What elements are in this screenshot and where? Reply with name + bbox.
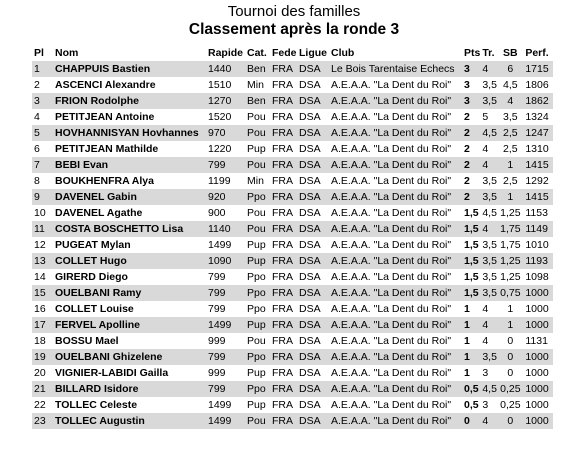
federation-cell: FRA [270,189,297,205]
performance-cell: 1247 [523,125,553,141]
league-cell: DSA [297,221,329,237]
table-row [32,349,553,365]
category-cell: Pup [245,237,270,253]
performance-cell: 1153 [523,205,553,221]
place-cell: 13 [32,253,53,269]
federation-cell: FRA [270,205,297,221]
points-cell: 2 [462,125,480,141]
place-cell: 4 [32,109,53,125]
points-cell: 3 [462,93,480,109]
standings-subtitle: Classement après la ronde 3 [188,21,400,38]
rapid-rating-cell: 1270 [206,93,245,109]
points-cell: 1,5 [464,287,479,299]
tiebreak-cell: 4 [480,157,497,173]
tiebreak-cell: 4 [480,221,497,237]
rapid-rating-cell: 970 [206,125,245,141]
federation-cell: FRA [270,61,297,77]
points-cell: 0,5 [464,383,479,395]
category-cell: Ppo [245,381,270,397]
tiebreak-cell: 3,5 [482,95,497,107]
tiebreak-cell: 3,5 [482,271,497,283]
rapid-rating-cell: 1499 [206,317,245,333]
performance-cell: 1010 [523,237,553,253]
tiebreak-cell: 3 [480,365,497,381]
sonneborn-berger-cell: 6 [497,61,523,77]
tiebreak-cell: 4 [480,141,497,157]
tiebreak-cell: 4 [480,333,497,349]
rapid-rating-cell: 1510 [206,77,245,93]
column-header-name: Nom [55,47,79,59]
sonneborn-berger-cell: 0,25 [497,381,523,397]
table-row [32,381,553,397]
federation-cell: FRA [270,269,297,285]
table-row [32,189,553,205]
rapid-rating-cell: 799 [206,349,245,365]
category-cell: Ppo [245,285,270,301]
federation-cell: FRA [270,317,297,333]
points-cell: 1 [462,349,480,365]
points-cell: 1 [462,333,480,349]
tiebreak-cell: 4,5 [482,207,497,219]
performance-cell: 1324 [523,109,553,125]
table-row [32,141,553,157]
category-cell: Ben [245,61,270,77]
sonneborn-berger-cell: 0 [497,349,523,365]
player-name-cell: BILLARD Isidore [53,381,206,397]
points-cell: 1 [462,301,480,317]
category-cell: Pou [245,109,270,125]
performance-cell: 1000 [523,365,553,381]
standings-table [32,46,553,429]
club-cell: A.E.A.A. "La Dent du Roi" [329,77,462,93]
federation-cell: FRA [270,157,297,173]
table-row [32,205,553,221]
points-cell: 3 [462,61,480,77]
rapid-rating-cell: 1220 [206,141,245,157]
points-cell: 2 [462,189,480,205]
points-cell: 1,5 [464,271,479,283]
federation-cell: FRA [270,349,297,365]
league-cell: DSA [297,157,329,173]
performance-cell: 1292 [523,173,553,189]
federation-cell: FRA [270,253,297,269]
category-cell: Ppo [245,349,270,365]
table-row [32,61,553,77]
place-cell: 22 [32,397,53,413]
tiebreak-cell: 4,5 [482,383,497,395]
performance-cell: 1000 [523,413,553,429]
league-cell: DSA [297,61,329,77]
league-cell: DSA [297,397,329,413]
table-row [32,365,553,381]
player-name-cell: PETITJEAN Antoine [53,109,206,125]
tiebreak-cell: 4 [480,301,497,317]
points-cell: 1,5 [464,223,479,235]
sonneborn-berger-cell: 1,25 [497,253,523,269]
club-cell: A.E.A.A. "La Dent du Roi" [329,381,462,397]
club-cell: Le Bois Tarentaise Echecs [329,61,462,77]
performance-cell: 1131 [523,333,553,349]
category-cell: Pou [245,333,270,349]
place-cell: 2 [32,77,53,93]
rapid-rating-cell: 1499 [206,237,245,253]
category-cell: Ppo [245,269,270,285]
league-cell: DSA [297,173,329,189]
club-cell: A.E.A.A. "La Dent du Roi" [329,237,462,253]
player-name-cell: ASCENCI Alexandre [53,77,206,93]
club-cell: A.E.A.A. "La Dent du Roi" [329,333,462,349]
tiebreak-cell: 4,5 [482,127,497,139]
tournament-title: Tournoi des familles [227,3,361,20]
sonneborn-berger-cell: 1,75 [497,237,523,253]
player-name-cell: GIRERD Diego [53,269,206,285]
club-cell: A.E.A.A. "La Dent du Roi" [329,157,462,173]
rapid-rating-cell: 799 [206,157,245,173]
federation-cell: FRA [270,125,297,141]
category-cell: Ben [245,93,270,109]
sonneborn-berger-cell: 0,75 [497,285,523,301]
club-cell: A.E.A.A. "La Dent du Roi" [329,221,462,237]
column-header-place: Pl [34,47,44,59]
league-cell: DSA [297,141,329,157]
player-name-cell: FRION Rodolphe [53,93,206,109]
category-cell: Ppo [245,189,270,205]
column-header-tiebreak: Tr. [482,47,495,59]
sonneborn-berger-cell: 1 [497,317,523,333]
category-cell: Pup [245,397,270,413]
table-row [32,237,553,253]
league-cell: DSA [297,301,329,317]
player-name-cell: BOUKHENFRA Alya [53,173,206,189]
place-cell: 1 [32,61,53,77]
sonneborn-berger-cell: 3,5 [497,109,523,125]
table-row [32,285,553,301]
league-cell: DSA [297,253,329,269]
sonneborn-berger-cell: 1,25 [497,269,523,285]
performance-cell: 1862 [523,93,553,109]
federation-cell: FRA [270,141,297,157]
points-cell: 1 [462,365,480,381]
league-cell: DSA [297,285,329,301]
place-cell: 20 [32,365,53,381]
performance-cell: 1000 [523,381,553,397]
league-cell: DSA [297,269,329,285]
performance-cell: 1000 [523,349,553,365]
sonneborn-berger-cell: 0 [497,365,523,381]
club-cell: A.E.A.A. "La Dent du Roi" [329,285,462,301]
federation-cell: FRA [270,221,297,237]
player-name-cell: COLLET Louise [53,301,206,317]
league-cell: DSA [297,413,329,429]
league-cell: DSA [297,333,329,349]
standings-body [32,61,553,429]
sonneborn-berger-cell: 2,5 [497,125,523,141]
rapid-rating-cell: 1440 [206,61,245,77]
column-header-federation: Fede [272,47,297,59]
table-row [32,77,553,93]
club-cell: A.E.A.A. "La Dent du Roi" [329,141,462,157]
place-cell: 16 [32,301,53,317]
club-cell: A.E.A.A. "La Dent du Roi" [329,173,462,189]
federation-cell: FRA [270,77,297,93]
rapid-rating-cell: 1090 [206,253,245,269]
rapid-rating-cell: 999 [206,333,245,349]
sonneborn-berger-cell: 2,5 [497,141,523,157]
performance-cell: 1000 [523,285,553,301]
rapid-rating-cell: 900 [206,205,245,221]
place-cell: 10 [32,205,53,221]
category-cell: Pup [245,365,270,381]
place-cell: 14 [32,269,53,285]
performance-cell: 1193 [523,253,553,269]
rapid-rating-cell: 920 [206,189,245,205]
federation-cell: FRA [270,381,297,397]
federation-cell: FRA [270,285,297,301]
player-name-cell: BOSSU Mael [53,333,206,349]
club-cell: A.E.A.A. "La Dent du Roi" [329,125,462,141]
tiebreak-cell: 3,5 [482,239,497,251]
performance-cell: 1415 [523,157,553,173]
league-cell: DSA [297,109,329,125]
sonneborn-berger-cell: 2,5 [497,173,523,189]
rapid-rating-cell: 799 [206,301,245,317]
place-cell: 18 [32,333,53,349]
club-cell: A.E.A.A. "La Dent du Roi" [329,269,462,285]
sonneborn-berger-cell: 1 [497,157,523,173]
federation-cell: FRA [270,173,297,189]
column-header-sonneborn-berger: SB [503,47,518,59]
place-cell: 5 [32,125,53,141]
sonneborn-berger-cell: 4,5 [497,77,523,93]
player-name-cell: COLLET Hugo [53,253,206,269]
category-cell: Pou [245,125,270,141]
club-cell: A.E.A.A. "La Dent du Roi" [329,253,462,269]
table-row [32,157,553,173]
points-cell: 2 [462,109,480,125]
league-cell: DSA [297,189,329,205]
club-cell: A.E.A.A. "La Dent du Roi" [329,397,462,413]
club-cell: A.E.A.A. "La Dent du Roi" [329,301,462,317]
performance-cell: 1149 [523,221,553,237]
player-name-cell: PUGEAT Mylan [53,237,206,253]
sonneborn-berger-cell: 1,25 [497,205,523,221]
performance-cell: 1000 [523,301,553,317]
points-cell: 1,5 [464,207,479,219]
performance-cell: 1310 [523,141,553,157]
table-row [32,301,553,317]
tiebreak-cell: 3 [480,397,497,413]
club-cell: A.E.A.A. "La Dent du Roi" [329,205,462,221]
points-cell: 2 [462,157,480,173]
player-name-cell: OUELBANI Ramy [53,285,206,301]
points-cell: 2 [462,173,480,189]
player-name-cell: DAVENEL Agathe [53,205,206,221]
place-cell: 8 [32,173,53,189]
tiebreak-cell: 5 [480,109,497,125]
league-cell: DSA [297,349,329,365]
place-cell: 7 [32,157,53,173]
sonneborn-berger-cell: 1 [497,189,523,205]
table-row [32,109,553,125]
table-row [32,173,553,189]
points-cell: 1,5 [464,255,479,267]
sonneborn-berger-cell: 1 [497,301,523,317]
points-cell: 3 [462,77,480,93]
sonneborn-berger-cell: 0,25 [497,397,523,413]
table-header-row [32,46,553,61]
table-row [32,333,553,349]
place-cell: 11 [32,221,53,237]
club-cell: A.E.A.A. "La Dent du Roi" [329,189,462,205]
federation-cell: FRA [270,397,297,413]
player-name-cell: TOLLEC Augustin [53,413,206,429]
place-cell: 12 [32,237,53,253]
federation-cell: FRA [270,301,297,317]
table-row [32,317,553,333]
player-name-cell: CHAPPUIS Bastien [53,61,206,77]
player-name-cell: COSTA BOSCHETTO Lisa [53,221,206,237]
club-cell: A.E.A.A. "La Dent du Roi" [329,413,462,429]
sonneborn-berger-cell: 0 [497,333,523,349]
tiebreak-cell: 3,5 [482,175,497,187]
place-cell: 19 [32,349,53,365]
player-name-cell: TOLLEC Celeste [53,397,206,413]
rapid-rating-cell: 1140 [206,221,245,237]
federation-cell: FRA [270,365,297,381]
player-name-cell: FERVEL Apolline [53,317,206,333]
category-cell: Pup [245,141,270,157]
league-cell: DSA [297,381,329,397]
tiebreak-cell: 3,5 [482,351,497,363]
table-row [32,397,553,413]
player-name-cell: VIGNIER-LABIDI Gailla [53,365,206,381]
place-cell: 3 [32,93,53,109]
federation-cell: FRA [270,413,297,429]
performance-cell: 1806 [523,77,553,93]
rapid-rating-cell: 1499 [206,397,245,413]
federation-cell: FRA [270,237,297,253]
points-cell: 0 [462,413,480,429]
federation-cell: FRA [270,109,297,125]
player-name-cell: OUELBANI Ghizelene [53,349,206,365]
column-header-rapid-rating: Rapide [208,47,244,59]
rapid-rating-cell: 1199 [206,173,245,189]
league-cell: DSA [297,317,329,333]
points-cell: 0,5 [464,399,479,411]
league-cell: DSA [297,93,329,109]
points-cell: 1 [462,317,480,333]
rapid-rating-cell: 999 [206,365,245,381]
sonneborn-berger-cell: 4 [497,93,523,109]
column-header-league: Ligue [299,47,327,59]
performance-cell: 1715 [523,61,553,77]
category-cell: Min [245,173,270,189]
rapid-rating-cell: 799 [206,269,245,285]
category-cell: Pou [245,157,270,173]
category-cell: Pou [245,221,270,237]
place-cell: 23 [32,413,53,429]
rapid-rating-cell: 799 [206,285,245,301]
performance-cell: 1000 [523,317,553,333]
category-cell: Pou [245,205,270,221]
table-row [32,253,553,269]
federation-cell: FRA [270,93,297,109]
table-row [32,93,553,109]
category-cell: Pou [245,413,270,429]
league-cell: DSA [297,237,329,253]
category-cell: Pup [245,253,270,269]
club-cell: A.E.A.A. "La Dent du Roi" [329,365,462,381]
rapid-rating-cell: 1499 [206,413,245,429]
player-name-cell: HOVHANNISYAN Hovhannes [53,125,206,141]
place-cell: 21 [32,381,53,397]
column-header-performance: Perf. [525,47,549,59]
performance-cell: 1000 [523,397,553,413]
place-cell: 6 [32,141,53,157]
column-header-category: Cat. [247,47,267,59]
table-row [32,221,553,237]
category-cell: Min [245,77,270,93]
club-cell: A.E.A.A. "La Dent du Roi" [329,349,462,365]
club-cell: A.E.A.A. "La Dent du Roi" [329,317,462,333]
table-row [32,413,553,429]
tiebreak-cell: 3,5 [482,191,497,203]
tiebreak-cell: 3,5 [482,287,497,299]
table-row [32,125,553,141]
category-cell: Pup [245,317,270,333]
tiebreak-cell: 4 [480,413,497,429]
tiebreak-cell: 4 [480,317,497,333]
performance-cell: 1415 [523,189,553,205]
federation-cell: FRA [270,333,297,349]
category-cell: Ppo [245,301,270,317]
player-name-cell: BEBI Evan [53,157,206,173]
player-name-cell: PETITJEAN Mathilde [53,141,206,157]
column-header-points: Pts [464,47,481,59]
player-name-cell: DAVENEL Gabin [53,189,206,205]
place-cell: 15 [32,285,53,301]
league-cell: DSA [297,77,329,93]
performance-cell: 1098 [523,269,553,285]
rapid-rating-cell: 799 [206,381,245,397]
column-header-club: Club [331,47,355,59]
sonneborn-berger-cell: 1,75 [497,221,523,237]
league-cell: DSA [297,205,329,221]
place-cell: 9 [32,189,53,205]
club-cell: A.E.A.A. "La Dent du Roi" [329,109,462,125]
club-cell: A.E.A.A. "La Dent du Roi" [329,93,462,109]
tiebreak-cell: 3,5 [482,79,497,91]
points-cell: 1,5 [464,239,479,251]
rapid-rating-cell: 1520 [206,109,245,125]
tiebreak-cell: 3,5 [482,255,497,267]
table-row [32,269,553,285]
league-cell: DSA [297,365,329,381]
league-cell: DSA [297,125,329,141]
points-cell: 2 [462,141,480,157]
sonneborn-berger-cell: 0 [497,413,523,429]
tiebreak-cell: 4 [480,61,497,77]
place-cell: 17 [32,317,53,333]
